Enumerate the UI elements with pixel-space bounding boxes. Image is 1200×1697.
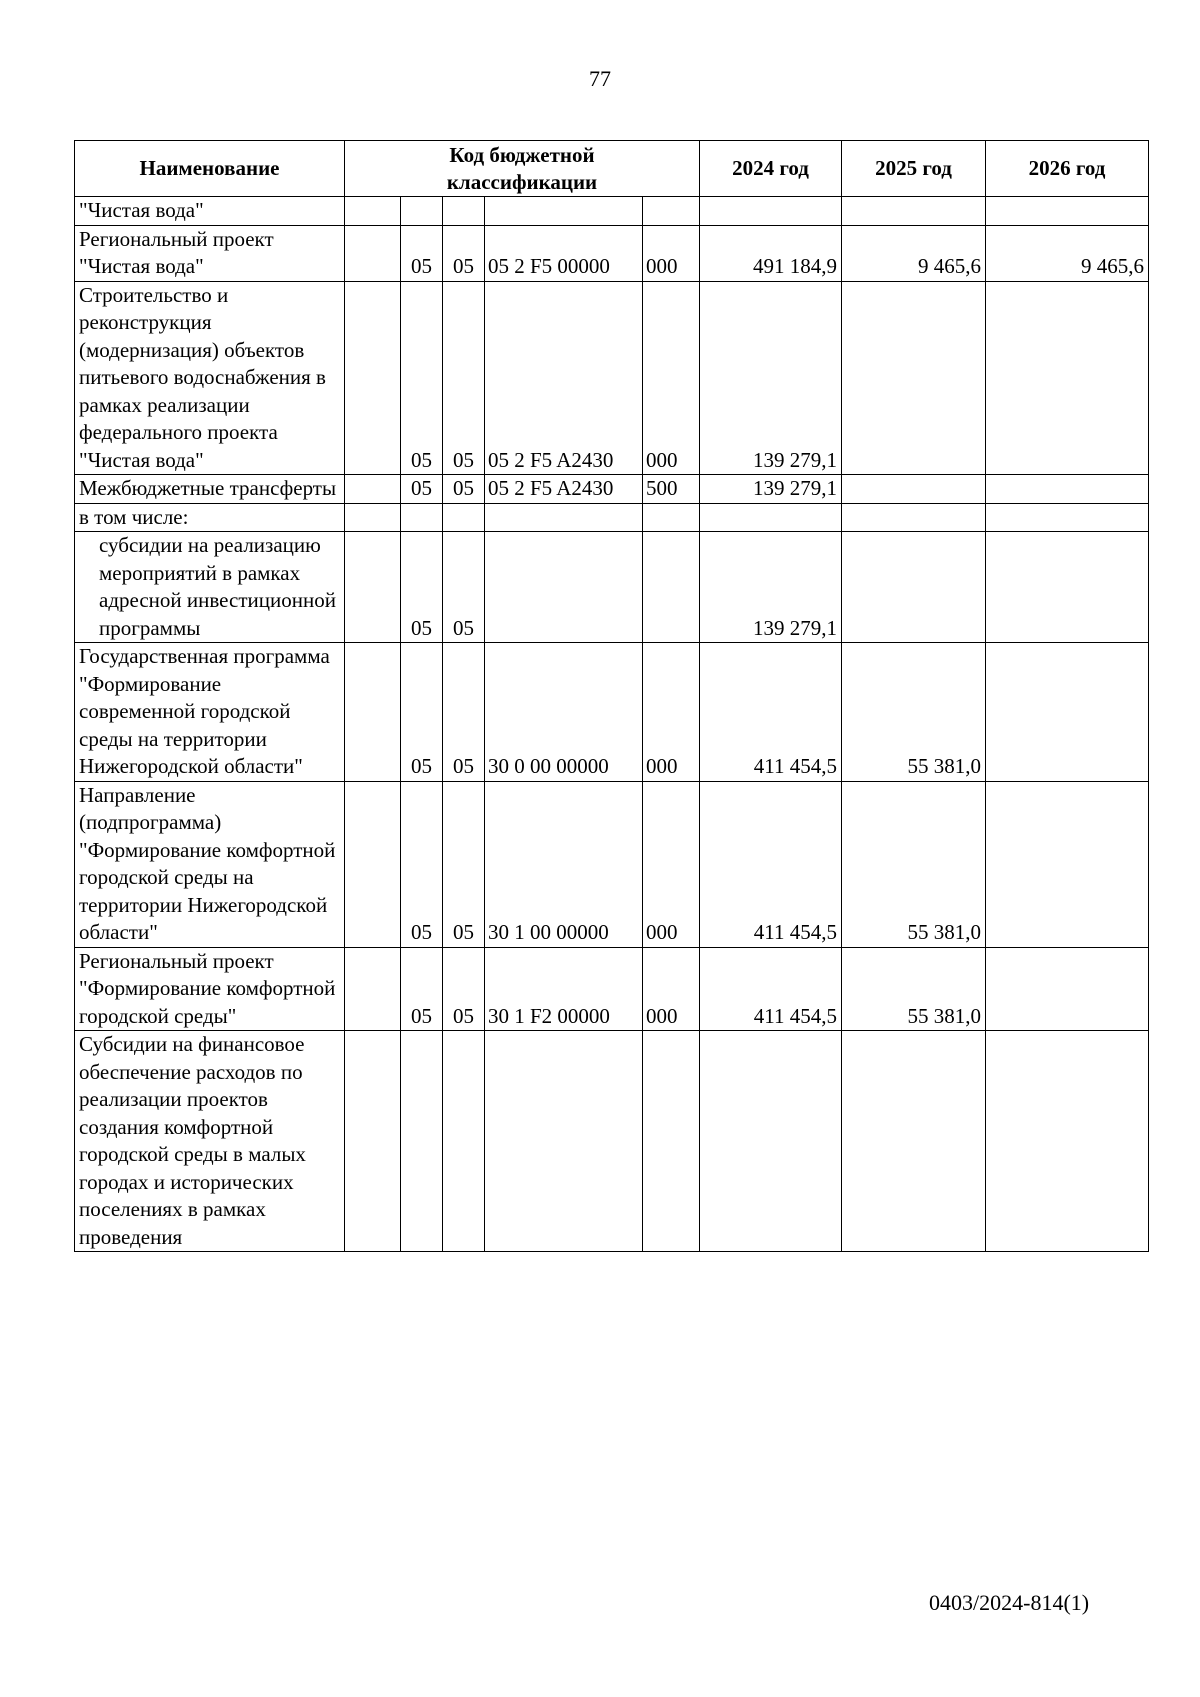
value-2024: 491 184,9 xyxy=(700,225,842,281)
value-2025 xyxy=(842,475,986,504)
code-section xyxy=(401,503,443,532)
table-header-row xyxy=(75,141,1149,197)
value-2025 xyxy=(842,197,986,226)
value-2024: 139 279,1 xyxy=(700,281,842,475)
code-col-1 xyxy=(345,503,401,532)
code-expense-type: 500 xyxy=(643,475,700,504)
value-2026 xyxy=(986,1031,1149,1252)
header-2024: 2024 год xyxy=(700,141,842,197)
code-subsection: 05 xyxy=(443,475,485,504)
value-2026 xyxy=(986,281,1149,475)
value-2024 xyxy=(700,197,842,226)
value-2024: 139 279,1 xyxy=(700,475,842,504)
code-col-1 xyxy=(345,197,401,226)
row-name: Субсидии на финансовое обеспечение расходов по реализации проектов создания комфортной городской среды в малых городах и исторических поселениях в рамках проведения xyxy=(75,1031,345,1252)
code-subsection: 05 xyxy=(443,225,485,281)
value-2024: 411 454,5 xyxy=(700,781,842,947)
value-2026: 9 465,6 xyxy=(986,225,1149,281)
code-section: 05 xyxy=(401,947,443,1031)
code-subsection xyxy=(443,1031,485,1252)
code-target-article: 05 2 F5 00000 xyxy=(485,225,643,281)
budget-table xyxy=(74,140,1149,1252)
table-row xyxy=(75,781,1149,947)
header-2025: 2025 год xyxy=(842,141,986,197)
table-row xyxy=(75,643,1149,782)
code-target-article: 30 1 00 00000 xyxy=(485,781,643,947)
row-name: Строительство и реконструкция (модернизация) объектов питьевого водоснабжения в рамках реализации федерального проекта "Чистая вода" xyxy=(75,281,345,475)
value-2025: 9 465,6 xyxy=(842,225,986,281)
row-name: в том числе: xyxy=(75,503,345,532)
code-section: 05 xyxy=(401,643,443,782)
value-2026 xyxy=(986,503,1149,532)
code-col-1 xyxy=(345,281,401,475)
value-2024: 139 279,1 xyxy=(700,532,842,643)
code-subsection xyxy=(443,197,485,226)
code-target-article: 30 1 F2 00000 xyxy=(485,947,643,1031)
row-name: Государственная программа "Формирование современной городской среды на территории Нижегородской области" xyxy=(75,643,345,782)
row-name: Региональный проект "Чистая вода" xyxy=(75,225,345,281)
table-row xyxy=(75,947,1149,1031)
code-section xyxy=(401,197,443,226)
code-section: 05 xyxy=(401,475,443,504)
table-row xyxy=(75,475,1149,504)
code-expense-type: 000 xyxy=(643,643,700,782)
code-section: 05 xyxy=(401,532,443,643)
code-subsection: 05 xyxy=(443,781,485,947)
code-section: 05 xyxy=(401,225,443,281)
page-number: 77 xyxy=(589,66,611,91)
value-2026 xyxy=(986,532,1149,643)
code-col-1 xyxy=(345,1031,401,1252)
code-target-article xyxy=(485,1031,643,1252)
code-col-1 xyxy=(345,781,401,947)
table-row xyxy=(75,503,1149,532)
row-name: Региональный проект "Формирование комфортной городской среды" xyxy=(75,947,345,1031)
code-expense-type: 000 xyxy=(643,281,700,475)
value-2025: 55 381,0 xyxy=(842,643,986,782)
code-col-1 xyxy=(345,947,401,1031)
value-2025 xyxy=(842,281,986,475)
code-expense-type xyxy=(643,532,700,643)
value-2026 xyxy=(986,197,1149,226)
table-row xyxy=(75,532,1149,643)
value-2026 xyxy=(986,643,1149,782)
code-subsection: 05 xyxy=(443,281,485,475)
code-section xyxy=(401,1031,443,1252)
row-name: субсидии на реализацию мероприятий в рамках адресной инвестиционной программы xyxy=(75,532,345,643)
code-target-article: 05 2 F5 A2430 xyxy=(485,281,643,475)
code-expense-type xyxy=(643,503,700,532)
value-2024 xyxy=(700,503,842,532)
header-2026: 2026 год xyxy=(986,141,1149,197)
code-col-1 xyxy=(345,643,401,782)
code-col-1 xyxy=(345,475,401,504)
row-name: Направление (подпрограмма) "Формирование комфортной городской среды на территории Нижегородской области" xyxy=(75,781,345,947)
code-section: 05 xyxy=(401,781,443,947)
value-2025 xyxy=(842,532,986,643)
code-target-article: 30 0 00 00000 xyxy=(485,643,643,782)
value-2024 xyxy=(700,1031,842,1252)
table-body xyxy=(75,197,1149,1252)
code-target-article xyxy=(485,532,643,643)
code-expense-type: 000 xyxy=(643,781,700,947)
row-name: Межбюджетные трансферты xyxy=(75,475,345,504)
code-col-1 xyxy=(345,532,401,643)
value-2026 xyxy=(986,781,1149,947)
header-code xyxy=(345,141,700,197)
table-row xyxy=(75,225,1149,281)
code-subsection xyxy=(443,503,485,532)
row-name: "Чистая вода" xyxy=(75,197,345,226)
value-2024: 411 454,5 xyxy=(700,947,842,1031)
code-expense-type xyxy=(643,1031,700,1252)
value-2025: 55 381,0 xyxy=(842,781,986,947)
value-2026 xyxy=(986,947,1149,1031)
value-2024: 411 454,5 xyxy=(700,643,842,782)
table-row xyxy=(75,1031,1149,1252)
value-2025 xyxy=(842,503,986,532)
header-name: Наименование xyxy=(75,141,345,197)
value-2026 xyxy=(986,475,1149,504)
header-code-label: Код бюджетной классификации xyxy=(446,142,598,194)
table-row xyxy=(75,197,1149,226)
code-target-article xyxy=(485,503,643,532)
code-expense-type: 000 xyxy=(643,225,700,281)
code-subsection: 05 xyxy=(443,532,485,643)
table-row xyxy=(75,281,1149,475)
value-2025 xyxy=(842,1031,986,1252)
code-col-1 xyxy=(345,225,401,281)
code-target-article: 05 2 F5 A2430 xyxy=(485,475,643,504)
code-expense-type xyxy=(643,197,700,226)
code-target-article xyxy=(485,197,643,226)
document-number: 0403/2024-814(1) xyxy=(929,1590,1090,1615)
code-section: 05 xyxy=(401,281,443,475)
code-expense-type: 000 xyxy=(643,947,700,1031)
value-2025: 55 381,0 xyxy=(842,947,986,1031)
code-subsection: 05 xyxy=(443,947,485,1031)
code-subsection: 05 xyxy=(443,643,485,782)
